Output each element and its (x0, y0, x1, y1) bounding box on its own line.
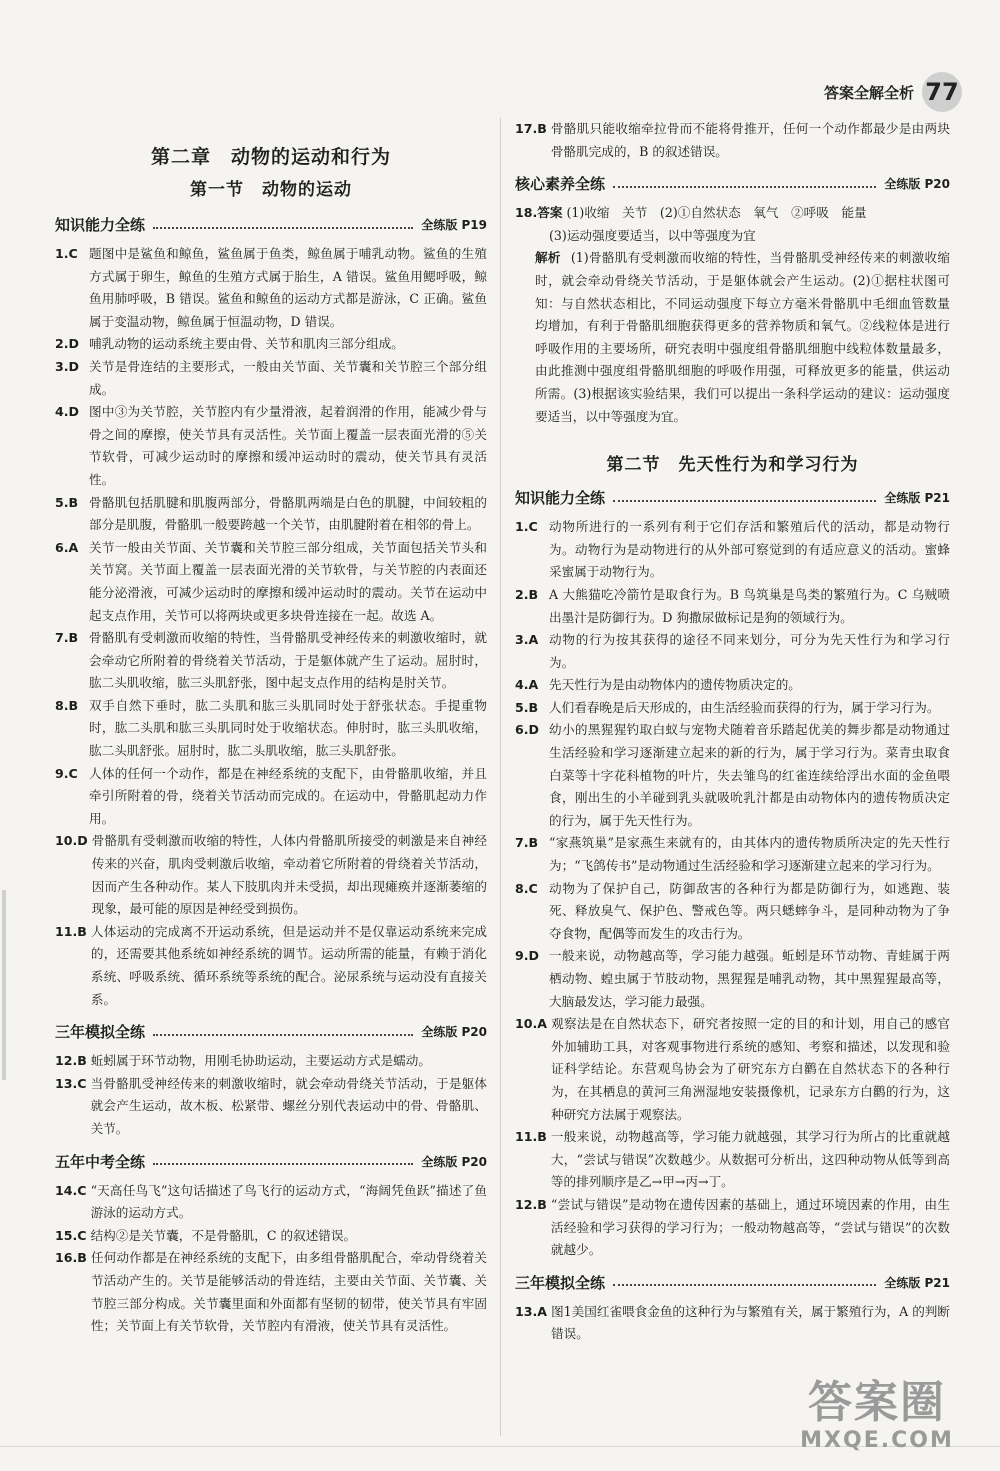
question-number: 4.D (55, 404, 80, 420)
question-text: 动物为了保护自己，防御敌害的各种行为都是防御行为，如逃跑、装死、释放臭气、保护色、警戒色等。两只蟋蟀争斗，是同种动物为了争夺食物，配偶等而发生的攻击行为。 (549, 880, 950, 941)
question-text: 动物所进行的一系列有利于它们存活和繁殖后代的活动，都是动物行为。动物行为是动物进行的从外部可察觉到的有适应意义的活动。蜜蜂采蜜属于动物行为。 (549, 519, 950, 580)
question-text: 哺乳动物的运动系统主要由骨、关节和肌肉三部分组成。 (89, 336, 404, 352)
question-number: 7.B (55, 630, 79, 646)
question-item (55, 695, 487, 763)
question-item (55, 401, 487, 491)
question-text: 幼小的黑猩猩钓取白蚁与宠物犬随着音乐踏起优美的舞步都是动物通过生活经验和学习逐渐建立起来的新的行为，属于学习行为。菜青虫取食白菜等十字花科植物的叶片，失去雏鸟的红雀连续给浮出水面的金鱼喂食，刚出生的小羊碰到乳头就吸吮乳汁都是由动物体内的遗传物质决定的行为，属于先天性行为。 (549, 722, 950, 828)
question-text: 骨骼肌有受刺激而收缩的特性，当骨骼肌受神经传来的刺激收缩时，就会牵动它所附着的骨绕着关节活动，于是躯体就产生了运动。屈肘时，肱二头肌收缩，肱三头肌舒张，图中起支点作用的结构是肘关节。 (89, 630, 487, 691)
bar-label: 核心素养全练 (515, 175, 606, 194)
watermark-url: MXQE.COM (800, 1428, 954, 1453)
question-item (55, 627, 487, 695)
question-number: 1.C (55, 246, 78, 261)
bar-dots (613, 186, 876, 188)
bar-dots (153, 1034, 413, 1036)
question-number: 2.D (55, 336, 80, 352)
section-bar (55, 1021, 487, 1042)
question-number: 10.A (515, 1016, 548, 1032)
chapter-title: 第二章 动物的运动和行为 (150, 146, 391, 168)
section-bar (55, 1151, 487, 1172)
question-item (55, 1050, 487, 1073)
section-title: 第一节 动物的运动 (190, 180, 352, 200)
answer-line: (1)收缩 关节 (2)①自然状态 氧气 ②呼吸 能量 (566, 205, 867, 221)
question-item (515, 584, 950, 629)
question-list (515, 1301, 950, 1346)
question-text: 关节是骨连结的主要形式，一般由关节面、关节囊和关节腔三个部分组成。 (89, 358, 487, 397)
bar-dots (153, 1163, 413, 1165)
question-text: 骨骼肌包括肌腱和肌腹两部分，骨骼肌两端是白色的肌腱，中间较粗的部分是肌腹，骨骼肌一般要跨越一个关节，由肌腱附着在相邻的骨上。 (89, 494, 487, 533)
question-list (55, 1180, 487, 1338)
bar-ref: 全练版 P19 (421, 218, 487, 232)
question-item (515, 832, 950, 877)
question-number: 12.B (55, 1053, 87, 1069)
question-text: 双手自然下垂时，肱二头肌和肱三头肌同时处于舒张状态。手提重物时，肱二头肌和肱三头肌同时处于收缩状态。伸肘时，肱三头肌收缩，肱二头肌舒张。屈肘时，肱二头肌收缩，肱三头肌舒张。 (89, 697, 487, 759)
question-text: 动物的行为按其获得的途径不同来划分，可分为先天性行为和学习行为。 (549, 632, 950, 670)
question-text: 蚯蚓属于环节动物，用刚毛协助运动，主要运动方式是蠕动。 (90, 1053, 431, 1069)
question-text: 观察法是在自然状态下，研究者按照一定的目的和计划，用自己的感官外加辅助工具，对客观事物进行系统的感知、考察和描述，以发现和验证科学结论。东营观鸟协会为了研究东方白鹳在自然状态下的各种行为，在其栖息的黄河三角洲湿地安装摄像机，记录东方白鹳的行为，这种研究方法属于观察法。 (551, 1016, 950, 1122)
bar-ref: 全练版 P20 (884, 177, 950, 192)
question-text: 关节一般由关节面、关节囊和关节腔三部分组成，关节面包括关节头和关节窝。关节面上覆盖一层表面光滑的关节软骨，与关节腔的内表面还能分泌滑液，可减少运动时的摩擦和缓冲运动时的震动。关节在运动中起支点作用，关节可以将两块或更多块骨连接在一起。故选 A。 (89, 539, 487, 623)
section-title: 第二节 先天性行为和学习行为 (606, 455, 859, 476)
question-item (515, 1301, 950, 1346)
bar-label: 三年模拟全练 (515, 1273, 606, 1292)
side-decoration (2, 890, 6, 1080)
analysis-text: (1)骨骼肌有受刺激而收缩的特性，当骨骼肌受神经传来的刺激收缩时，就会牵动骨绕关节活动，于是躯体就会产生运动。(2)①据柱状图可知：与自然状态相比，不同运动强度下每立方毫米骨骼肌中毛细血管数量均增加，有利于骨骼肌细胞获得更多的营养物质和氧气。②线粒体是进行呼吸作用的主要场所，研究表明中强度组骨骼肌细胞中线粒体数量最多，由此推测中强度组骨骼肌细胞的呼吸作用强，可释放更多的能量，供运动所需。(3)根据该实验结果，我们可以提出一条科学运动的建议：运动强度要适当，以中等强度为宜。 (535, 250, 950, 424)
question-number: 6.A (55, 539, 79, 555)
question-number: 1.C (515, 519, 538, 535)
question-number: 2.B (515, 586, 539, 602)
question-number: 11.B (515, 1129, 547, 1145)
question-item (55, 1247, 487, 1337)
question-item (515, 945, 950, 1013)
question-text: 人们看春晚是后天形成的，由生活经验而获得的行为，属于学习行为。 (549, 699, 940, 715)
question-text: “尝试与错误”是动物在遗传因素的基础上，通过环境因素的作用，由生活经验和学习获得的学习行为；一般动物越高等，“尝试与错误”的次数就越少。 (550, 1196, 950, 1258)
question-number: 9.C (55, 765, 78, 781)
bar-label: 知识能力全练 (55, 216, 146, 234)
question-item (515, 719, 950, 832)
analysis-block (515, 247, 950, 428)
question-list (515, 516, 950, 1262)
watermark-text: 答案圈 (808, 1377, 946, 1428)
analysis-label: 解析 (535, 250, 561, 266)
bar-ref: 全练版 P20 (421, 1025, 487, 1040)
question-item (55, 1073, 487, 1141)
question-text: 结构②是关节囊，不是骨骼肌，C 的叙述错误。 (90, 1227, 357, 1243)
question-number: 12.B (515, 1196, 547, 1212)
question-text: 先天性行为是由动物体内的遗传物质决定的。 (549, 677, 801, 693)
section-bar (515, 487, 950, 508)
question-item (515, 697, 950, 720)
question-number: 5.B (515, 699, 539, 715)
question-text: 骨骼肌有受刺激而收缩的特性，人体内骨骼肌所接受的刺激是来自神经传来的兴奋，肌肉受刺激后收缩，牵动着它所附着的骨绕着关节活动，因而产生各种动作。某人下肢肌肉并未受损，却出现瘫痪并逐渐萎缩的现象，最可能的原因是神经受到损伤。 (91, 833, 487, 917)
watermark-logo (772, 1378, 982, 1458)
question-item (515, 1126, 950, 1194)
question-number: 11.B (55, 923, 87, 939)
question-number: 18.答案 (515, 205, 563, 221)
question-text: A 大熊猫吃冷箭竹是取食行为。B 鸟筑巢是鸟类的繁殖行为。C 乌贼喷出墨汁是防御行为。D 狗撒尿做标记是狗的领域行为。 (549, 586, 950, 625)
question-item (55, 921, 487, 1011)
question-item (55, 1225, 487, 1248)
bar-dots (613, 500, 876, 502)
question-number: 5.B (55, 494, 79, 510)
column-divider (500, 118, 501, 1436)
bar-ref: 全练版 P21 (884, 491, 950, 506)
question-text: 人体运动的完成离不开运动系统，但是运动并不是仅靠运动系统来完成的，还需要其他系统如神经系统的调节。运动所需的能量，有赖于消化系统、呼吸系统、循环系统等系统的配合。泌尿系统与运动没有直接关系。 (90, 923, 487, 1007)
left-column (55, 118, 487, 1338)
answer-line: (3)运动强度要适当，以中等强度为宜 (549, 227, 756, 243)
page-header (824, 72, 962, 112)
page-number-badge: 77 (922, 72, 962, 112)
question-item (55, 1180, 487, 1225)
question-number: 10.D (55, 833, 88, 849)
question-number: 8.C (515, 880, 538, 896)
question-text: “家燕筑巢”是家燕生来就有的，由其体内的遗传物质所决定的先天性行为；“飞鸽传书”是动物通过生活经验和学习逐渐建立起来的学习行为。 (549, 835, 950, 874)
question-text: 人体的任何一个动作，都是在神经系统的支配下，由骨骼肌收缩，并且牵引所附着的骨，绕着关节活动而完成的。在运动中，骨骼肌起动力作用。 (89, 765, 487, 826)
question-number: 13.A (515, 1303, 548, 1319)
bar-dots (613, 1284, 876, 1286)
question-item (515, 516, 950, 584)
bar-label: 知识能力全练 (515, 489, 606, 508)
question-list (55, 243, 487, 1011)
question-item (55, 763, 487, 831)
section-bar (515, 1272, 950, 1293)
question-text: 当骨骼肌受神经传来的刺激收缩时，就会牵动骨绕关节活动，于是躯体就会产生运动，故木板、松紧带、螺丝分别代表运动中的骨、骨骼肌、关节。 (90, 1075, 487, 1136)
question-item (515, 118, 950, 163)
question-list (515, 118, 950, 163)
question-text: 图1美国红雀喂食金鱼的这种行为与繁殖有关，属于繁殖行为，A 的判断错误。 (551, 1303, 950, 1342)
question-item (55, 356, 487, 401)
bar-ref: 全练版 P21 (884, 1275, 950, 1290)
question-number: 15.C (55, 1227, 87, 1243)
question-number: 3.A (515, 632, 539, 648)
question-number: 4.A (515, 677, 539, 693)
question-text: “天高任鸟飞”这句话描述了鸟飞行的运动方式，“海阔凭鱼跃”描述了鱼游泳的运动方式。 (90, 1182, 487, 1221)
question-text: 一般来说，动物越高等，学习能力越强。蚯蚓是环节动物、青蛙属于两栖动物、蝗虫属于节肢动物，黑猩猩是哺乳动物，其中黑猩猩最高等，大脑最发达，学习能力最强。 (549, 948, 950, 1009)
question-item (55, 492, 487, 537)
bar-label: 三年模拟全练 (55, 1023, 146, 1042)
question-text: 骨骼肌只能收缩牵拉骨而不能将骨推开，任何一个动作都最少是由两块骨骼肌完成的，B 的叙述错误。 (550, 121, 950, 159)
bar-label: 五年中考全练 (55, 1152, 146, 1171)
question-item (55, 243, 487, 333)
question-number: 9.D (515, 948, 540, 964)
question-item (55, 333, 487, 356)
question-item (55, 537, 487, 627)
question-text: 任何动作都是在神经系统的支配下，由多组骨骼肌配合，牵动骨绕着关节活动产生的。关节是能够活动的骨连结，主要由关节面、关节囊、关节腔三部分构成。关节囊里面和外面都有坚韧的韧带，使关节具有牢固性；关节面上有关节软骨，关节腔内有滑液，使关节具有灵活性。 (90, 1250, 487, 1334)
question-number: 8.B (55, 697, 79, 713)
question-number: 6.D (515, 722, 540, 738)
question-number: 17.B (515, 121, 547, 136)
question-item (55, 830, 487, 920)
question-item (515, 1013, 950, 1126)
question-number: 14.C (55, 1182, 87, 1198)
question-number: 7.B (515, 835, 539, 851)
right-column (515, 118, 950, 1346)
question-text: 题图中是鲨鱼和鲸鱼，鲨鱼属于鱼类，鲸鱼属于哺乳动物。鲨鱼的生殖方式属于卵生，鲸鱼的生殖方式属于胎生，A 错误。鲨鱼用鳃呼吸，鲸鱼用肺呼吸，B 错误。鲨鱼和鲸鱼的运动方式都是游泳，C 正确。鲨鱼属于变温动物，鲸鱼属于恒温动物，D 错误。 (89, 246, 487, 329)
question-item (515, 878, 950, 946)
question-item (515, 1194, 950, 1262)
header-title: 答案全解全析 (823, 83, 914, 102)
question-text: 一般来说，动物越高等，学习能力就越强，其学习行为所占的比重就越大，“尝试与错误”次数越少。从数据可分析出，这四种动物从低等到高等的排列顺序是乙→甲→丙→丁。 (550, 1129, 950, 1190)
question-list (55, 1050, 487, 1140)
section-bar (515, 173, 950, 194)
bar-dots (153, 227, 413, 229)
question-number: 16.B (55, 1250, 87, 1266)
question-item (515, 202, 950, 225)
bar-ref: 全练版 P20 (421, 1154, 487, 1169)
question-item (515, 674, 950, 697)
question-number: 3.D (55, 358, 80, 374)
section-bar (55, 214, 487, 235)
question-number: 13.C (55, 1075, 87, 1091)
question-text: 图中③为关节腔，关节腔内有少量滑液，起着润滑的作用，能减少骨与骨之间的摩擦，使关节具有灵活性。关节面上覆盖一层表面光滑的⑤关节软骨，可减少运动时的摩擦和缓冲运动时的震动，使关节具有灵活性。 (89, 404, 487, 487)
question-item (515, 629, 950, 674)
